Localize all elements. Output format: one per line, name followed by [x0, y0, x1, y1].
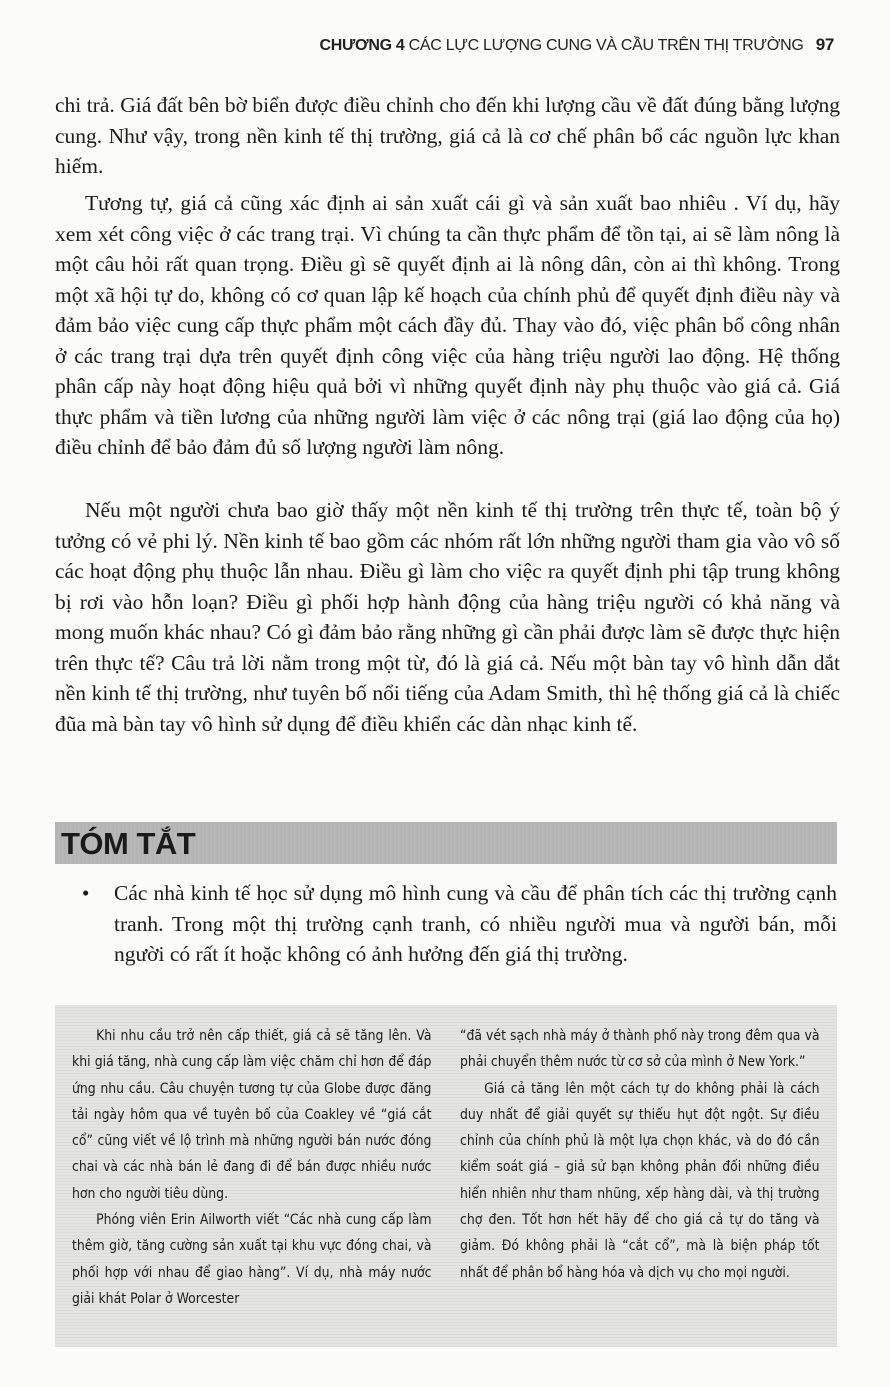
chapter-title: CÁC LỰC LƯỢNG CUNG VÀ CẦU TRÊN THỊ TRƯỜNG: [408, 37, 804, 54]
summary-list: [82, 878, 837, 970]
news-excerpt-box: [55, 1005, 837, 1347]
news-paragraph: Phóng viên Erin Ailworth viết “Các nhà cung cấp làm thêm giờ, tăng cường sản xuất tại khu vực đóng chai, và phối hợp với nhau để giao hàng”. Ví dụ, nhà máy nước giải khát Polar ở Worcester: [72, 1212, 432, 1307]
body-paragraph: chi trả. Giá đất bên bờ biển được điều chỉnh cho đến khi lượng cầu về đất đúng bằng lượng cung. Như vậy, trong nền kinh tế thị trường, giá cả là cơ chế phân bổ các nguồn lực khan hiếm.: [55, 93, 840, 178]
news-paragraph: “đã vét sạch nhà máy ở thành phố này trong đêm qua và phải chuyển thêm nước từ cơ sở của mình ở New York.”: [460, 1028, 820, 1071]
chapter-label: CHƯƠNG 4: [319, 37, 405, 54]
news-paragraph: Khi nhu cầu trở nên cấp thiết, giá cả sẽ tăng lên. Và khi giá tăng, nhà cung cấp làm việc chăm chỉ hơn để đáp ứng nhu cầu. Câu chuyện tương tự của Globe được đăng tải ngày hôm qua về tuyên bố của Coakley về “giá cắt cổ” cũng viết về lộ trình mà những người bán nước đóng chai và các nhà bán lẻ đang đi để bán được nhiều nước hơn cho người tiêu dùng.: [72, 1028, 432, 1202]
news-column-right: [460, 1023, 819, 1286]
summary-heading: TÓM TẮT: [61, 826, 196, 861]
news-column-left: [72, 1023, 431, 1312]
summary-list-item-text: Các nhà kinh tế học sử dụng mô hình cung và cầu để phân tích các thị trường cạnh tranh. Trong một thị trường cạnh tranh, có nhiều người mua và người bán, mỗi người có rất ít hoặc không có ảnh hưởng đến giá thị trường.: [114, 881, 837, 966]
running-header: [320, 35, 834, 55]
page-number: 97: [815, 35, 834, 54]
summary-heading-band: [55, 822, 837, 864]
news-paragraph: Giá cả tăng lên một cách tự do không phải là cách duy nhất để giải quyết sự thiếu hụt đột ngột. Sự điều chỉnh của chính phủ là một lựa chọn khác, và do đó cần kiểm soát giá – giả sử bạn không phản đối những điều hiển nhiên như tham nhũng, xếp hàng dài, và thị trường chợ đen. Tốt hơn hết hãy để cho giá cả tự do tăng và giảm. Đó không phải là “cắt cổ”, mà là biện pháp tốt nhất để phân bổ hàng hóa và dịch vụ cho mọi người.: [460, 1080, 820, 1281]
bullet-icon: •: [82, 881, 90, 905]
body-paragraph: Tương tự, giá cả cũng xác định ai sản xuất cái gì và sản xuất bao nhiêu . Ví dụ, hãy xem xét công việc ở các trang trại. Vì chúng ta cần thực phẩm để tồn tại, ai sẽ làm nông là một câu hỏi rất quan trọng. Điều gì sẽ quyết định ai là nông dân, còn ai thì không. Trong một xã hội tự do, không có cơ quan lập kế hoạch của chính phủ để quyết định điều này và đảm bảo việc cung cấp thực phẩm một cách đầy đủ. Thay vào đó, việc phân bổ công nhân ở các trang trại dựa trên quyết định công việc của hàng triệu người lao động. Hệ thống phân cấp này hoạt động hiệu quả bởi vì những quyết định này phụ thuộc vào giá cả. Giá thực phẩm và tiền lương của những người làm việc ở các nông trại (giá lao động của họ) điều chỉnh để bảo đảm đủ số lượng người làm nông.: [55, 191, 840, 459]
summary-list-item: [82, 878, 837, 970]
body-paragraph: Nếu một người chưa bao giờ thấy một nền kinh tế thị trường trên thực tế, toàn bộ ý tưởng có vẻ phi lý. Nền kinh tế bao gồm các nhóm rất lớn những người tham gia vào vô số các hoạt động phụ thuộc lẫn nhau. Điều gì làm cho việc ra quyết định phi tập trung không bị rơi vào hỗn loạn? Điều gì phối hợp hành động của hàng triệu người có khả năng và mong muốn khác nhau? Có gì đảm bảo rằng những gì cần phải được làm sẽ được thực hiện trên thực tế? Câu trả lời nằm trong một từ, đó là giá cả. Nếu một bàn tay vô hình dẫn dắt nền kinh tế thị trường, như tuyên bố nổi tiếng của Adam Smith, thì hệ thống giá cả là chiếc đũa mà bàn tay vô hình sử dụng để điều khiển các dàn nhạc kinh tế.: [55, 498, 840, 736]
